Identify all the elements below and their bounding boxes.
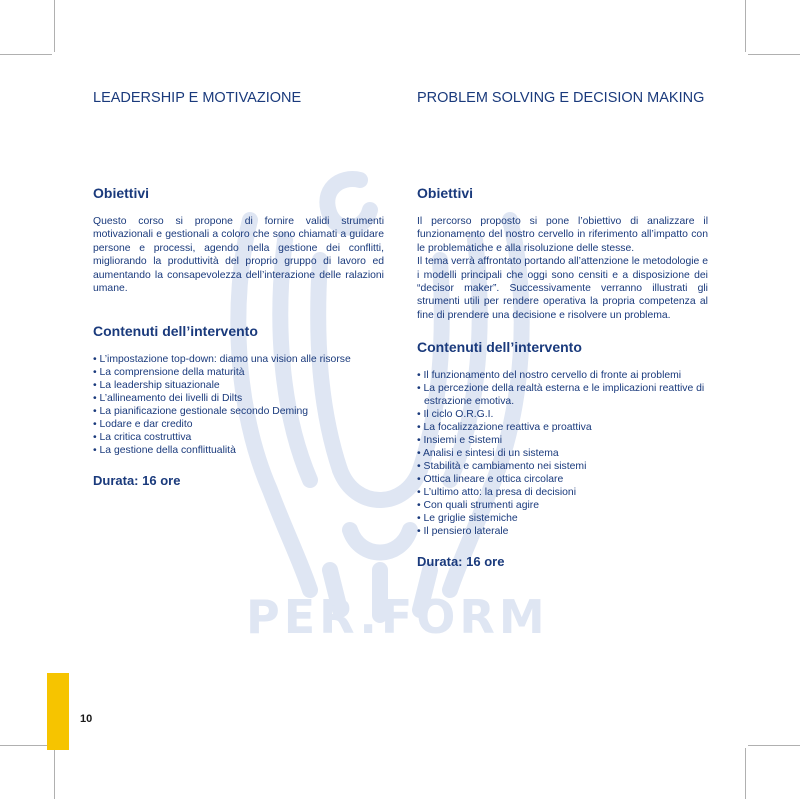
duration: Durata: 16 ore [93, 473, 181, 489]
contents-list [93, 353, 384, 457]
list-item: • Lodare e dar credito [93, 419, 193, 431]
contents-heading: Contenuti dell’intervento [417, 339, 582, 356]
list-item: • Le griglie sistemiche [417, 513, 518, 525]
list-item: • Analisi e sintesi di un sistema [417, 448, 559, 460]
list-item: • L’allineamento dei livelli di Dilts [93, 393, 243, 405]
watermark-text: PER.FORM [246, 590, 549, 644]
list-item: • Il funzionamento del nostro cervello di fronte ai problemi [417, 370, 682, 382]
list-item: • Stabilità e cambiamento nei sistemi [417, 461, 587, 473]
course-title: PROBLEM SOLVING E DECISION MAKING [417, 90, 705, 106]
objectives-text: Questo corso si propone di fornire validi strumenti motivazionali e gestionali a coloro che sono chiamati a guidare persone e processi, agendo nella gestione dei conflitti, migliorando la produttività del proprio gruppo di lavoro ed aumentando la consapevolezza dell’interazione delle ralazioni umane. [93, 216, 384, 295]
list-item: • Il pensiero laterale [417, 526, 509, 538]
list-item: • Con quali strumenti agire [417, 500, 540, 512]
list-item: • La percezione della realtà esterna e le implicazioni reattive di estrazione emotiva. [417, 383, 705, 408]
crop-mark [54, 748, 55, 799]
page-number: 10 [80, 713, 93, 725]
list-item: • La comprensione della maturità [93, 367, 245, 379]
left-column [93, 90, 384, 488]
crop-mark [0, 54, 52, 55]
crop-mark [748, 54, 800, 55]
objectives-text: Il tema verrà affrontato portando all’attenzione le metodologie e i modelli principali che oggi sono censiti e a disposizione dei “decisor maker”. Successivamente verranno illustrati gli strumenti utili per rendere operativa la propria competenza al fine di prendere una decisione e risolvere un problema. [417, 256, 708, 321]
duration: Durata: 16 ore [417, 554, 505, 570]
list-item: • La gestione della conflittualità [93, 445, 236, 457]
objectives-heading: Obiettivi [417, 185, 474, 201]
objectives-heading: Obiettivi [93, 185, 150, 201]
course-title: LEADERSHIP E MOTIVAZIONE [93, 90, 302, 106]
list-item: • La pianificazione gestionale secondo Deming [93, 406, 309, 418]
contents-list [417, 369, 708, 538]
list-item: • L’impostazione top-down: diamo una vision alle risorse [93, 354, 351, 366]
list-item: • Insiemi e Sistemi [417, 435, 503, 447]
crop-mark [748, 745, 800, 746]
contents-heading: Contenuti dell’intervento [93, 323, 258, 340]
objectives-text: Il percorso proposto si pone l’obiettivo di analizzare il funzionamento del nostro cervello in riferimento all’impatto con le problematiche e alla risoluzione delle stesse. [417, 216, 708, 254]
crop-mark [54, 0, 55, 52]
crop-mark [745, 748, 746, 799]
list-item: • L’ultimo atto: la presa di decisioni [417, 487, 577, 499]
list-item: • La leadership situazionale [93, 380, 220, 392]
crop-mark [0, 745, 52, 746]
list-item: • Ottica lineare e ottica circolare [417, 474, 564, 486]
list-item: • La critica costruttiva [93, 432, 192, 444]
list-item: • La focalizzazione reattiva e proattiva [417, 422, 592, 434]
right-column [417, 90, 708, 569]
crop-mark [745, 0, 746, 52]
page-accent-bar [47, 673, 69, 750]
list-item: • Il ciclo O.R.G.I. [417, 409, 494, 421]
